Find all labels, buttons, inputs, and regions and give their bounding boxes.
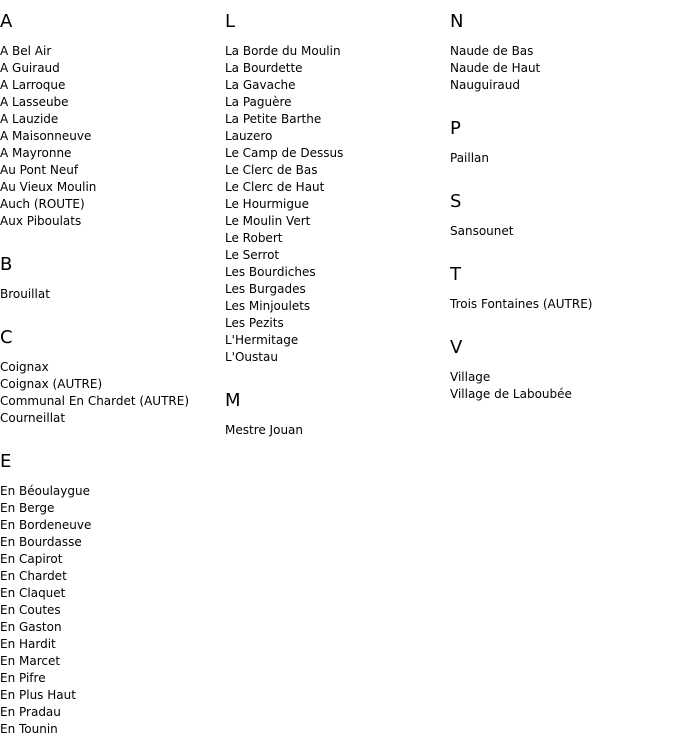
- letter-group: [450, 192, 670, 240]
- place-link[interactable]: En Hardit: [0, 637, 56, 651]
- place-list: [0, 286, 220, 303]
- place-link[interactable]: Village de Laboubée: [450, 387, 572, 401]
- column-3: [450, 0, 670, 403]
- place-link[interactable]: Coignax (AUTRE): [0, 377, 103, 391]
- place-link[interactable]: A Larroque: [0, 78, 66, 92]
- letter-heading: S: [450, 191, 462, 212]
- place-link[interactable]: La Gavache: [225, 78, 296, 92]
- place-link[interactable]: A Lasseube: [0, 95, 69, 109]
- place-link[interactable]: A Lauzide: [0, 112, 59, 126]
- letter-group: [450, 265, 670, 313]
- place-list: [225, 43, 445, 366]
- place-link[interactable]: A Mayronne: [0, 146, 72, 160]
- place-link[interactable]: La Bourdette: [225, 61, 303, 75]
- place-link[interactable]: L'Oustau: [225, 350, 278, 364]
- place-link[interactable]: Le Serrot: [225, 248, 280, 262]
- place-link[interactable]: La Paguère: [225, 95, 292, 109]
- place-list: [450, 150, 670, 167]
- place-link[interactable]: En Chardet: [0, 569, 67, 583]
- letter-heading: V: [450, 337, 463, 358]
- letter-group: [0, 255, 220, 303]
- letter-heading: T: [450, 264, 461, 285]
- place-link[interactable]: En Tounin: [0, 722, 58, 736]
- place-link[interactable]: En Claquet: [0, 586, 66, 600]
- place-link[interactable]: Le Camp de Dessus: [225, 146, 344, 160]
- place-link[interactable]: Lauzero: [225, 129, 273, 143]
- letter-heading: N: [450, 11, 464, 32]
- place-link[interactable]: Brouillat: [0, 287, 50, 301]
- place-link[interactable]: A Maisonneuve: [0, 129, 92, 143]
- place-link[interactable]: Naude de Haut: [450, 61, 541, 75]
- place-link[interactable]: Les Pezits: [225, 316, 284, 330]
- letter-group: [0, 328, 220, 427]
- letter-heading: P: [450, 118, 461, 139]
- letter-heading: M: [225, 390, 241, 411]
- letter-group: [0, 452, 220, 738]
- place-link[interactable]: En Plus Haut: [0, 688, 76, 702]
- letter-heading: C: [0, 327, 13, 348]
- place-link[interactable]: En Marcet: [0, 654, 61, 668]
- letter-heading: B: [0, 254, 13, 275]
- letter-heading: A: [0, 11, 13, 32]
- place-link[interactable]: Courneillat: [0, 411, 66, 425]
- place-link[interactable]: En Bordeneuve: [0, 518, 92, 532]
- letter-group: [225, 12, 445, 366]
- place-list: [450, 223, 670, 240]
- letter-group: [450, 338, 670, 403]
- place-link[interactable]: Les Minjoulets: [225, 299, 311, 313]
- place-link[interactable]: L'Hermitage: [225, 333, 299, 347]
- place-link[interactable]: Nauguiraud: [450, 78, 521, 92]
- place-link[interactable]: La Borde du Moulin: [225, 44, 341, 58]
- letter-heading: E: [0, 451, 12, 472]
- place-link[interactable]: Au Vieux Moulin: [0, 180, 97, 194]
- letter-group: [0, 12, 220, 230]
- letter-group: [225, 391, 445, 439]
- place-link[interactable]: En Gaston: [0, 620, 62, 634]
- place-link[interactable]: Sansounet: [450, 224, 514, 238]
- column-2: [225, 0, 445, 439]
- place-link[interactable]: Au Pont Neuf: [0, 163, 79, 177]
- place-link[interactable]: Les Bourdiches: [225, 265, 316, 279]
- place-link[interactable]: En Coutes: [0, 603, 61, 617]
- place-link[interactable]: En Bourdasse: [0, 535, 82, 549]
- place-link[interactable]: Aux Piboulats: [0, 214, 82, 228]
- place-link[interactable]: A Bel Air: [0, 44, 52, 58]
- place-link[interactable]: Mestre Jouan: [225, 423, 304, 437]
- place-link[interactable]: En Pifre: [0, 671, 46, 685]
- place-list: [450, 369, 670, 403]
- place-list: [450, 296, 670, 313]
- place-link[interactable]: Naude de Bas: [450, 44, 534, 58]
- place-link[interactable]: Trois Fontaines (AUTRE): [450, 297, 593, 311]
- place-list: [450, 43, 670, 94]
- place-link[interactable]: En Berge: [0, 501, 55, 515]
- place-link[interactable]: Paillan: [450, 151, 490, 165]
- place-link[interactable]: Les Burgades: [225, 282, 306, 296]
- place-link[interactable]: Village: [450, 370, 491, 384]
- letter-group: [450, 119, 670, 167]
- place-list: [0, 359, 220, 427]
- place-link[interactable]: Le Clerc de Bas: [225, 163, 318, 177]
- place-list: [0, 483, 220, 738]
- place-list: [0, 43, 220, 230]
- place-link[interactable]: Le Moulin Vert: [225, 214, 311, 228]
- place-link[interactable]: Auch (ROUTE): [0, 197, 85, 211]
- place-link[interactable]: Communal En Chardet (AUTRE): [0, 394, 189, 408]
- place-link[interactable]: La Petite Barthe: [225, 112, 322, 126]
- column-1: [0, 0, 220, 738]
- place-link[interactable]: En Pradau: [0, 705, 61, 719]
- place-link[interactable]: Coignax: [0, 360, 49, 374]
- place-list: [225, 422, 445, 439]
- place-link[interactable]: Le Hourmigue: [225, 197, 309, 211]
- place-link[interactable]: En Béoulaygue: [0, 484, 90, 498]
- letter-heading: L: [225, 11, 236, 32]
- place-link[interactable]: Le Robert: [225, 231, 283, 245]
- letter-group: [450, 12, 670, 94]
- place-link[interactable]: Le Clerc de Haut: [225, 180, 325, 194]
- place-link[interactable]: A Guiraud: [0, 61, 60, 75]
- place-link[interactable]: En Capirot: [0, 552, 63, 566]
